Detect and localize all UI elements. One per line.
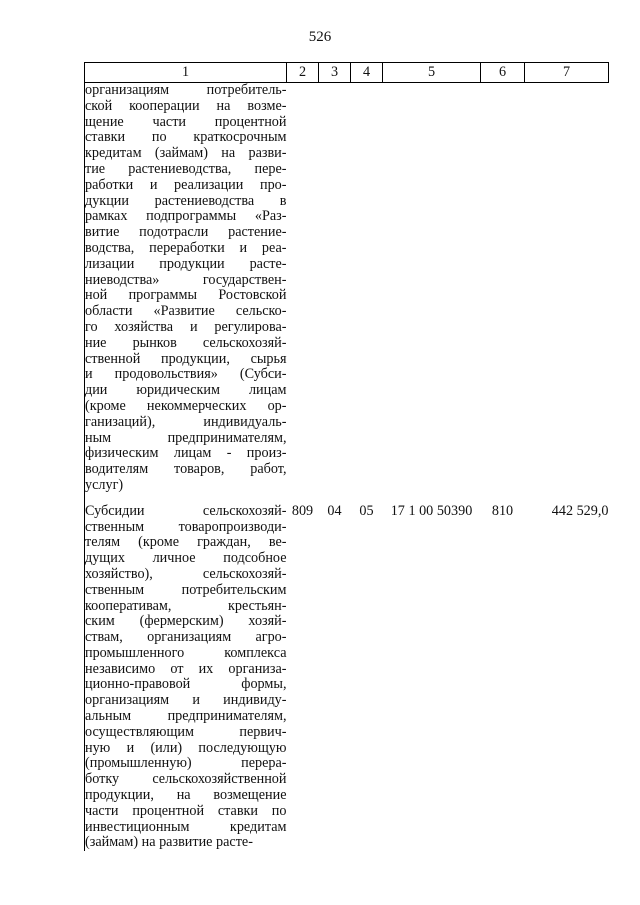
description-line: ственным потребительским bbox=[85, 582, 287, 598]
page-number: 526 bbox=[308, 29, 332, 45]
description-line: ставки по краткосрочным bbox=[85, 130, 287, 146]
description-line: тие растениеводства, пере- bbox=[85, 161, 287, 177]
description-line: го хозяйства и регулирова- bbox=[85, 319, 287, 335]
description-line: осуществляющим первич- bbox=[85, 724, 287, 740]
description-line: альным предпринимателям, bbox=[85, 709, 287, 725]
description-line: ную и (или) последующую bbox=[85, 740, 287, 756]
description-line: Субсидии сельскохозяй- bbox=[85, 503, 287, 519]
cell-expense-type: 810 bbox=[491, 502, 514, 519]
column-header-6: 6 bbox=[481, 63, 525, 83]
description-line: физическим лицам - произ- bbox=[85, 446, 287, 462]
cell-amount: 442 529,0 bbox=[551, 502, 609, 519]
cell-ministry-code bbox=[287, 83, 319, 494]
description-line: услуг) bbox=[85, 477, 124, 493]
description-line: ным предпринимателям, bbox=[85, 430, 287, 446]
description-line: лизации продукции расте- bbox=[85, 256, 287, 272]
description-line: и продовольствия» (Субси- bbox=[85, 367, 287, 383]
description-line: ниеводства» государствен- bbox=[85, 272, 287, 288]
description-line: щение части процентной bbox=[85, 114, 287, 130]
description-line: ским (фермерским) хозяй- bbox=[85, 614, 287, 630]
table-row bbox=[85, 83, 609, 494]
description-line: ганизаций), индивидуаль- bbox=[85, 414, 287, 430]
column-header-7: 7 bbox=[525, 63, 609, 83]
description-line: организациям и индивиду- bbox=[85, 693, 287, 709]
cell-section-code: 04 bbox=[327, 502, 342, 519]
budget-table bbox=[84, 62, 609, 851]
description-line: кредитам (займам) на разви- bbox=[85, 146, 287, 162]
column-header-1: 1 bbox=[85, 63, 287, 83]
description-line: ботку сельскохозяйственной bbox=[85, 772, 287, 788]
description-line: части процентной ставки по bbox=[85, 803, 287, 819]
row-description bbox=[85, 504, 287, 852]
description-line: хозяйство), сельскохозяй- bbox=[85, 566, 287, 582]
description-line: инвестиционным кредитам bbox=[85, 819, 287, 835]
cell-ministry-code: 809 bbox=[291, 502, 314, 519]
cell-amount bbox=[525, 83, 609, 494]
description-line: дии юридическим лицам bbox=[85, 383, 287, 399]
table-row bbox=[85, 504, 609, 852]
description-line: ние рынков сельскохозяй- bbox=[85, 335, 287, 351]
description-line: продукции, на возмещение bbox=[85, 788, 287, 804]
description-line: ной программы Ростовской bbox=[85, 288, 287, 304]
description-line: дукции растениеводства в bbox=[85, 193, 287, 209]
header-row bbox=[85, 63, 609, 83]
cell-subsection-code bbox=[351, 83, 383, 494]
description-line: водства, переработки и реа- bbox=[85, 240, 287, 256]
column-header-4: 4 bbox=[351, 63, 383, 83]
description-line: рамках подпрограммы «Раз- bbox=[85, 209, 287, 225]
cell-target-article: 17 1 00 50390 bbox=[390, 502, 473, 519]
description-line: независимо от их организа- bbox=[85, 661, 287, 677]
column-header-3: 3 bbox=[319, 63, 351, 83]
description-line: кооперативам, крестьян- bbox=[85, 598, 287, 614]
column-header-2: 2 bbox=[287, 63, 319, 83]
description-line: области «Развитие сельско- bbox=[85, 304, 287, 320]
row-gap bbox=[85, 494, 609, 504]
description-line: (промышленную) перера- bbox=[85, 756, 287, 772]
cell-expense-type bbox=[481, 83, 525, 494]
description-line: ственным товаропроизводи- bbox=[85, 519, 287, 535]
cell-subsection-code: 05 bbox=[359, 502, 374, 519]
description-line: ствам, организациям агро- bbox=[85, 630, 287, 646]
cell-target-article bbox=[383, 83, 481, 494]
description-line: телям (кроме граждан, ве- bbox=[85, 535, 287, 551]
description-line: (кроме некоммерческих ор- bbox=[85, 398, 287, 414]
description-line: работки и реализации про- bbox=[85, 177, 287, 193]
description-line: организациям потребитель- bbox=[85, 83, 287, 98]
description-line: дущих личное подсобное bbox=[85, 551, 287, 567]
description-line: ственной продукции, сырья bbox=[85, 351, 287, 367]
cell-section-code bbox=[319, 83, 351, 494]
description-line: ской кооперации на возме- bbox=[85, 98, 287, 114]
description-line: промышленного комплекса bbox=[85, 645, 287, 661]
column-header-5: 5 bbox=[383, 63, 481, 83]
row-description bbox=[85, 83, 287, 494]
description-line: ционно-правовой формы, bbox=[85, 677, 287, 693]
description-line: (займам) на развитие расте- bbox=[85, 835, 253, 851]
description-line: водителям товаров, работ, bbox=[85, 462, 287, 478]
description-line: витие подотрасли растение- bbox=[85, 225, 287, 241]
